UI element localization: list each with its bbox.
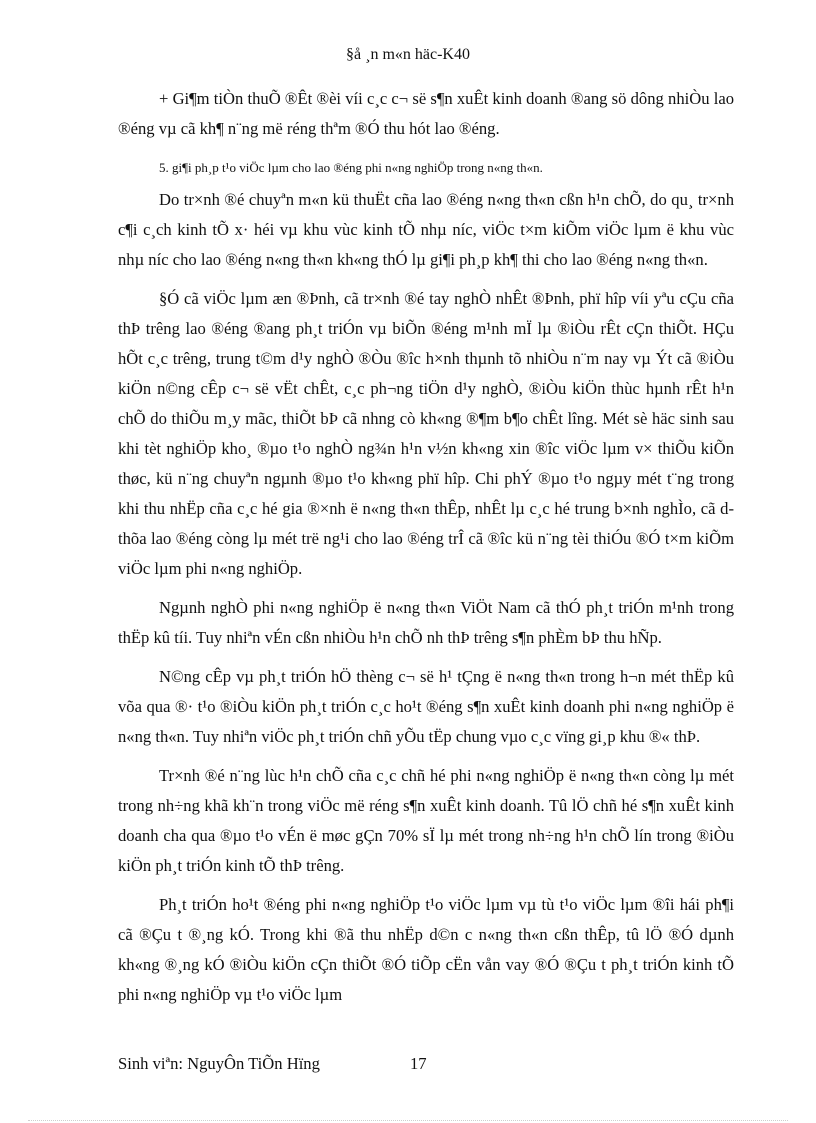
body-text [118, 84, 734, 1019]
page-bottom-divider [28, 1120, 788, 1121]
page-header: §å ¸n m«n häc-K40 [346, 46, 470, 63]
paragraph-household-capacity: Tr×nh ®é n¨ng lùc h¹n chÕ cña c¸c chñ hé phi n«ng nghiÖp ë n«ng th«n còng lµ mét trong nh÷ng khã kh¨n trong viÖc më réng s¶n xuÊt kinh doanh. Tû lÖ chñ hé s¶n xuÊt kinh doanh cha qua ®µo t¹o vÉn ë møc gÇn 70% sÏ lµ mét trong nh÷ng h¹n chÕ lín trong ®iÒu kiÖn ph¸t triÓn kinh tÕ thÞ trêng. [118, 766, 734, 875]
paragraph-investment: Ph¸t triÓn ho¹t ®éng phi n«ng nghiÖp t¹o viÖc lµm vµ tù t¹o viÖc lµm ®îi hái ph¶i cã ®Çu t ®¸ng kÓ. Trong khi ®ã thu nhËp d©n c n«ng th«n cßn thÊp, tû lÖ ®Ó dµnh kh«ng ®¸ng kÓ ®iÒu kiÖn cÇn thiÕt ®Ó tiÕp cËn vån vay ®Ó ®Çu t ph¸t triÓn kinh tÕ phi n«ng nghiÖp vµ t¹o viÖc lµm [118, 895, 734, 1004]
paragraph-technical-level: Do tr×nh ®é chuyªn m«n kü thuËt cña lao ®éng n«ng th«n cßn h¹n chÕ, do qu¸ tr×nh c¶i c¸ch kinh tÕ x· héi vµ khu vùc kinh tÕ nhµ níc, viÖc t×m kiÕm viÖc lµm ë khu vùc nhµ níc cho lao ®éng n«ng th«n kh«ng thÓ lµ gi¶i ph¸p kh¶ thi cho lao ®éng n«ng th«n. [118, 190, 734, 269]
student-name: Sinh viªn: NguyÔn TiÕn Hïng [118, 1054, 320, 1073]
section-heading-solutions: 5. gi¶i ph¸p t¹o viÖc lµm cho lao ®éng phi n«ng nghiÖp trong n«ng th«n. [159, 160, 543, 175]
paragraph-tax-reduction: + Gi¶m tiÒn thuÕ ®Êt ®èi víi c¸c c¬ së s¶n xuÊt kinh doanh ®ang sö dông nhiÒu lao ®éng vµ cã kh¶ n¨ng më réng thªm ®Ó thu hót lao ®éng. [118, 89, 734, 138]
paragraph-non-agricultural-trades: Ngµnh nghÒ phi n«ng nghiÖp ë n«ng th«n ViÖt Nam cã thÓ ph¸t triÓn m¹nh trong thËp kû tíi. Tuy nhiªn vÉn cßn nhiÒu h¹n chÕ nh thÞ trêng s¶n phÈm bÞ thu hÑp. [118, 598, 734, 647]
paragraph-vocational-training: §Ó cã viÖc lµm æn ®Þnh, cã tr×nh ®é tay nghÒ nhÊt ®Þnh, phï hîp víi yªu cÇu cña thÞ trêng lao ®éng ®ang ph¸t triÓn vµ biÕn ®éng m¹nh mÏ lµ ®iÒu rÊt cÇn thiÕt. HÇu hÕt c¸c trêng, trung t©m d¹y nghÒ ®Òu ®îc h×nh thµnh tõ nhiÒu n¨m nay vµ Ýt cã ®iÒu kiÖn n©ng cÊp c¬ së vËt chÊt, c¸c ph¬ng tiÖn d¹y nghÒ, ®iÒu kiÖn thùc hµnh rÊt h¹n chÕ do thiÕu m¸y mãc, thiÕt bÞ cã nhng cò kh«ng ®¶m b¶o chÊt lîng. Mét sè häc sinh sau khi tèt nghiÖp kho¸ ®µo t¹o nghÒ ng¾n h¹n v½n kh«ng xin ®îc viÖc lµm v× thiÕu kiÕn thøc, kü n¨ng chuyªn ngµnh ®µo t¹o kh«ng phï hîp. Chi phÝ ®µo t¹o ngµy mét t¨ng trong khi thu nhËp cña c¸c hé gia ®×nh ë n«ng th«n thÊp, nhÊt lµ c¸c hé trung b×nh nghÌo, cã d thõa lao ®éng còng lµ mét trë ng¹i cho lao ®éng trÎ cã ®îc kü n¨ng tèi thiÓu ®Ó t×m kiÕm viÖc lµm phi n«ng nghiÖp. [118, 289, 734, 578]
page-number: 17 [410, 1054, 427, 1073]
page-footer [118, 1054, 427, 1074]
paragraph-infrastructure: N©ng cÊp vµ ph¸t triÓn hÖ thèng c¬ së h¹ tÇng ë n«ng th«n trong h¬n mét thËp kû võa qua ®· t¹o ®iÒu kiÖn ph¸t triÓn c¸c ho¹t ®éng s¶n xuÊt kinh doanh phi n«ng nghiÖp ë n«ng th«n. Tuy nhiªn viÖc ph¸t triÓn chñ yÕu tËp chung vµo c¸c vïng gi¸p khu ®« thÞ. [118, 667, 734, 746]
